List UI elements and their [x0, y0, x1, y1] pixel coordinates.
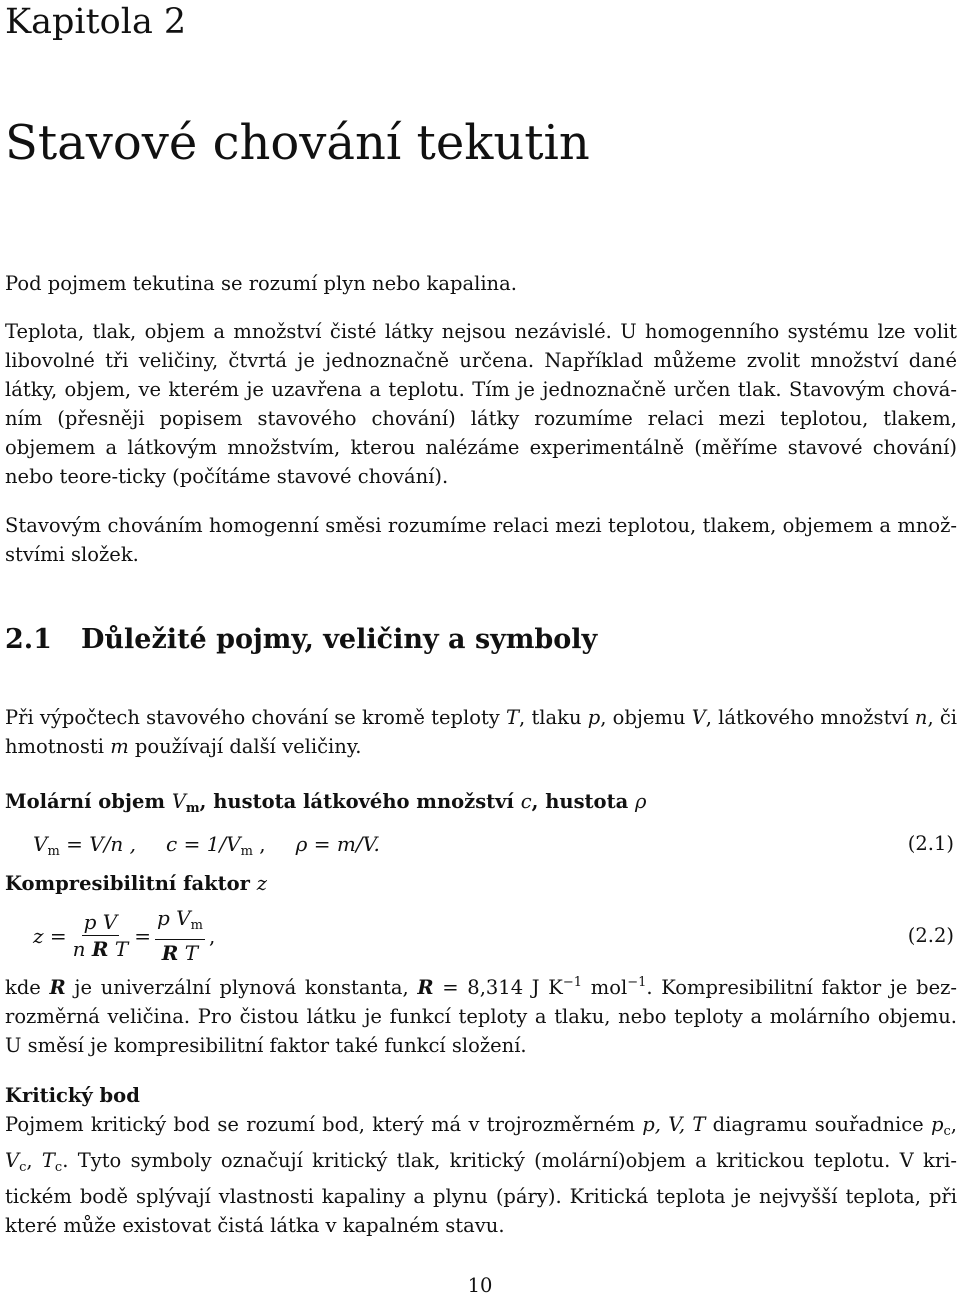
- intro-paragraph-2: Teplota, tlak, objem a množství čisté látky nejsou nezávislé. U homogenního systému lze volit libovolné tři veličiny, čtvrtá je jednoznačně určena. Například můžeme zvolit množství dané látky, objem, ve kterém je uzavřena a teplotu. Tím je jednoznačně určen tlak. Stavovým chová-ním (přesněji popisem stavového chování) látky rozumíme relaci mezi teplotou, tlakem, objemem a látkovým množstvím, kterou nalézáme experimentálně (měříme stavové chování) nebo teore-ticky (počítáme stavové chování).: [5, 320, 957, 488]
- compressibility-paragraph: kde R je univerzální plynová konstanta, R = 8,314 J $K^{-1}$ mol$^{-1}$. Kompresibilitní faktor je bez-rozměrná veličina. Pro čistou látku je funkcí teploty a tlaku, nebo teploty a molárního objemu. U směsí je kompresibilitní faktor také funkcí složení.: [5, 975, 957, 1057]
- section-title: Důležité pojmy, veličiny a symboly: [81, 624, 598, 655]
- section-intro-paragraph: Při výpočtech stavového chování se kromě teploty T, tlaku p, objemu V, látkového množství n, či hmotnosti m používají další veličiny.: [5, 706, 957, 758]
- fraction-pvm-rt: $\frac{p V_m}{\text{R T}}$: [157, 906, 203, 965]
- compressibility-heading: Kompresibilitní faktor z: [5, 872, 267, 895]
- section-number: 2.1: [5, 624, 52, 655]
- intro-paragraph-1: Pod pojmem tekutina se rozumí plyn nebo kapalina.: [5, 272, 517, 295]
- equation-2-1: $V_m = V/n$ , $c = 1/V_m$ , ρ = m/V.: [33, 832, 380, 859]
- equation-number-2-2: (2.2): [907, 924, 954, 947]
- critical-point-heading: Kritický bod: [5, 1084, 140, 1107]
- page-number: 10: [467, 1274, 493, 1297]
- equation-2-2: z = $\frac{\text{p V}}{\text{n R T}}$ = $\frac{p V_m}{\text{R T}}$ ,: [33, 906, 216, 965]
- fraction-pv-nrt: $\frac{\text{p V}}{\text{n R T}}$: [72, 910, 129, 961]
- section-heading: [5, 622, 597, 658]
- molar-volume-heading: Molární objem $V_m$, hustota látkového množství c, hustota ρ: [5, 790, 647, 816]
- chapter-title: Stavové chování tekutin: [5, 115, 590, 171]
- critical-point-paragraph: Pojmem kritický bod se rozumí bod, který má v trojrozměrném p, V, T diagramu souřadnice $p_c$, $V_c$, $T_c$. Tyto symboly označují kritický tlak, kritický (molární)objem a kritickou teplotu. V kri-tickém bodě splývají vlastnosti kapaliny a plynu (páry). Kritická teplota je nejvyšší teplota, při které může existovat čistá látka v kapalném stavu.: [5, 1113, 957, 1237]
- chapter-label: Kapitola 2: [5, 2, 187, 42]
- intro-paragraph-3: Stavovým chováním homogenní směsi rozumíme relaci mezi teplotou, tlakem, objemem a množ-stvími složek.: [5, 514, 957, 566]
- equation-number-2-1: (2.1): [907, 832, 954, 855]
